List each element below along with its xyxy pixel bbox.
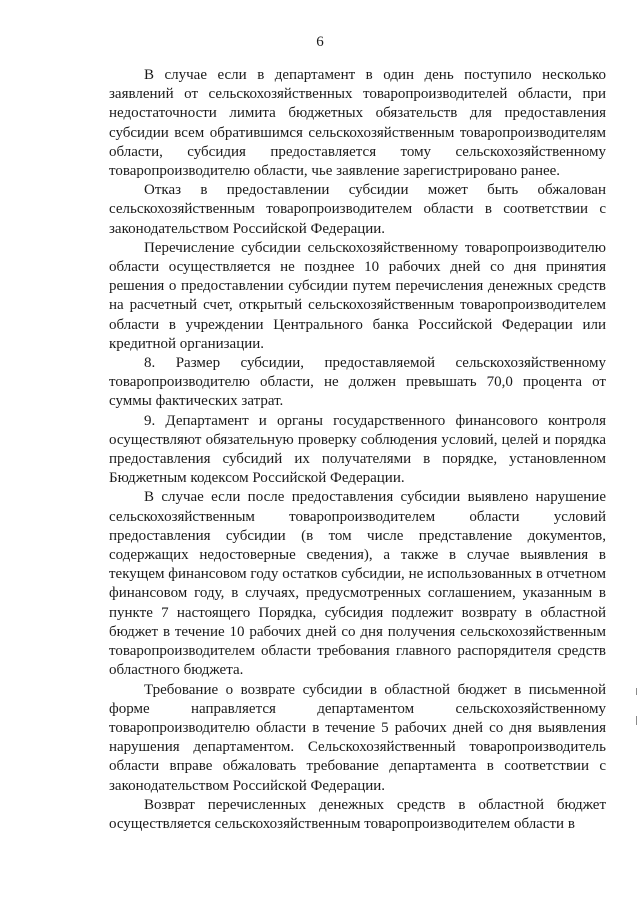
paragraph-refund-procedure: Возврат перечисленных денежных средств в областной бюджет осуществляется сельскохозяйственным товаропроизводителем области в — [109, 796, 606, 832]
paragraph-refusal-appeal: Отказ в предоставлении субсидии может быть обжалован сельскохозяйственным товаропроизводителем области в соответствии с законодательством Российской Федерации. — [109, 182, 606, 237]
page-number: 6 — [316, 34, 324, 50]
paragraph-subsidy-transfer: Перечисление субсидии сельскохозяйственному товаропроизводителю области осуществляется не позднее 10 рабочих дней со дня принятия решения о предоставлении субсидии путем перечисления денежных средств на расчетный счет, открытый сельскохозяйственным товаропроизводителем области в учреждении Центрального банка Российской Федерации или кредитной организации. — [109, 239, 606, 352]
scan-edge-mark — [636, 688, 637, 695]
scan-edge-mark — [636, 716, 637, 725]
paragraph-return-requirement: Требование о возврате субсидии в областной бюджет в письменной форме направляется департаментом сельскохозяйственному товаропроизводителю области в течение 5 рабочих дней со дня выявления нарушения департаментом. Сельскохозяйственный товаропроизводитель области вправе обжаловать требование департамента в соответствии с законодательством Российской Федерации. — [109, 681, 606, 794]
paragraph-item-9-compliance-check: 9. Департамент и органы государственного финансового контроля осуществляют обязательную проверку соблюдения условий, целей и порядка предоставления субсидий их получателями в порядке, установленном Бюджетным кодексом Российской Федерации. — [109, 412, 606, 487]
document-body — [109, 66, 606, 834]
paragraph-subsidy-return-conditions: В случае если после предоставления субсидии выявлено нарушение сельскохозяйственным товаропроизводителем области условий предоставления субсидии (в том числе представление документов, содержащих недостоверные сведения), а также в случае выявления в текущем финансовом году остатков субсидии, не использованных в отчетном финансовом году, в случаях, предусмотренных соглашением, указанным в пункте 7 настоящего Порядка, субсидия подлежит возврату в областной бюджет в течение 10 рабочих дней со дня получения сельскохозяйственным товаропроизводителем области требования главного распорядителя средств областного бюджета. — [109, 489, 606, 679]
paragraph-application-priority: В случае если в департамент в один день поступило несколько заявлений от сельскохозяйственных товаропроизводителей области, при недостаточности лимита бюджетных обязательств для предоставления субсидии всем обратившимся сельскохозяйственным товаропроизводителям области, субсидия предоставляется тому сельскохозяйственному товаропроизводителю области, чье заявление зарегистрировано ранее. — [109, 67, 606, 180]
paragraph-item-8-subsidy-size: 8. Размер субсидии, предоставляемой сельскохозяйственному товаропроизводителю области, не должен превышать 70,0 процента от суммы фактических затрат. — [109, 355, 606, 410]
